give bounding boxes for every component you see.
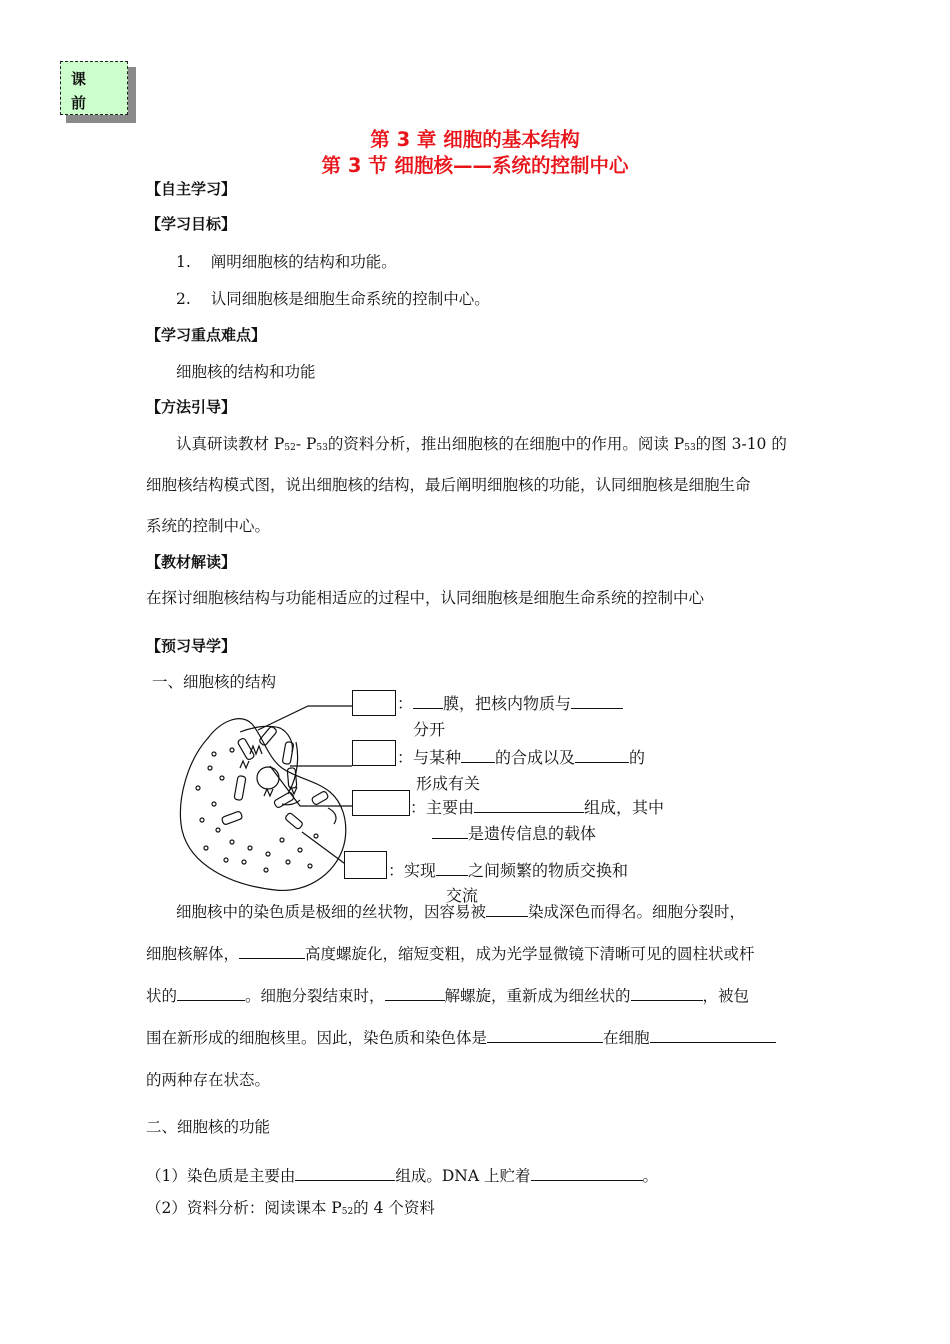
blank[interactable]: [487, 1028, 603, 1043]
diagram-label-4b: 交流: [446, 886, 479, 905]
function-text: （1）染色质是主要由: [146, 1167, 296, 1185]
chromatin-line-1: [176, 900, 745, 922]
function-text: （2）资料分析：阅读课本 P: [146, 1199, 342, 1217]
para-text: 围在新形成的细胞核里。因此，染色质和染色体是: [146, 1029, 488, 1047]
diagram-label-3: [410, 795, 664, 818]
para-text: 。细胞分裂结束时，: [245, 987, 385, 1005]
para-text: 状的: [146, 987, 178, 1005]
label-box-1[interactable]: [352, 690, 396, 716]
part2-heading: 二、细胞核的功能: [146, 1118, 271, 1136]
diagram-label-4: [388, 858, 628, 881]
chromatin-line-2: [146, 942, 755, 964]
goal-text: 认同细胞核是细胞生命系统的控制中心。: [210, 290, 490, 308]
para-text: 在细胞: [603, 1029, 650, 1047]
goal-text: 阐明细胞核的结构和功能。: [210, 253, 397, 271]
blank[interactable]: [432, 824, 468, 839]
key-points-text: 细胞核的结构和功能: [176, 363, 316, 381]
blank[interactable]: [631, 986, 703, 1001]
function-text: 。: [642, 1167, 659, 1185]
diagram-label-1: [397, 691, 623, 714]
textbook-text: 在探讨细胞核结构与功能相适应的过程中，认同细胞核是细胞生命系统的控制中心: [146, 589, 705, 607]
pre-class-tag: [60, 61, 128, 115]
page-subscript: 53: [316, 443, 328, 453]
function-item-1: [146, 1164, 658, 1186]
diagram-text: 组成，其中: [584, 798, 665, 817]
method-heading: 【方法引导】: [146, 398, 237, 416]
method-text: 认真研读教材 P: [176, 435, 285, 453]
method-line-3: 系统的控制中心。: [146, 517, 271, 535]
blank[interactable]: [436, 861, 468, 876]
method-text: 的资料分析，推出细胞核的在细胞中的作用。阅读 P: [327, 435, 685, 453]
diagram-label-1b: 分开: [413, 720, 446, 739]
function-item-2: [146, 1196, 435, 1218]
blank[interactable]: [461, 748, 495, 763]
blank[interactable]: [385, 986, 445, 1001]
blank[interactable]: [531, 1166, 643, 1181]
part1-heading: 一、细胞核的结构: [152, 673, 277, 691]
chromatin-line-3: [146, 984, 749, 1006]
leader-line-4: [302, 832, 348, 866]
leader-line-3: [270, 766, 356, 806]
para-text: 染成深色而得名。细胞分裂时，: [528, 903, 746, 921]
function-text: 的 4 个资料: [353, 1199, 435, 1217]
tag-char-1: 课: [71, 70, 87, 88]
label-box-3[interactable]: [352, 790, 410, 816]
blank[interactable]: [413, 694, 443, 709]
para-text: ，被包: [702, 987, 750, 1005]
tag-char-2: 前: [71, 94, 87, 112]
blank[interactable]: [177, 986, 245, 1001]
diagram-label-3b: [432, 821, 596, 844]
label-box-4[interactable]: [344, 851, 387, 879]
section-title: 第 3 节 细胞核——系统的控制中心: [321, 154, 629, 177]
page-subscript: 52: [341, 1207, 354, 1217]
blank[interactable]: [295, 1166, 395, 1181]
blank[interactable]: [650, 1028, 776, 1043]
nucleolus: [257, 767, 279, 789]
diagram-text: ：: [397, 694, 414, 713]
key-points-heading: 【学习重点难点】: [146, 326, 267, 344]
para-text: 解螺旋，重新成为细丝状的: [444, 987, 631, 1005]
label-box-2[interactable]: [352, 740, 396, 766]
goals-heading: 【学习目标】: [146, 215, 237, 233]
diagram-text: ：与某种: [397, 748, 462, 767]
method-text: - P: [295, 435, 317, 453]
chromatin-line-4: [146, 1026, 776, 1048]
function-text: 组成。DNA 上贮着: [395, 1167, 531, 1185]
blank[interactable]: [575, 748, 629, 763]
chromatin-line-5: 的两种存在状态。: [146, 1071, 271, 1089]
para-text: 高度螺旋化，缩短变粗，成为光学显微镜下清晰可见的圆柱状或杆: [305, 945, 755, 963]
diagram-text: ：实现: [388, 861, 437, 880]
goal-item-2: [176, 287, 490, 309]
page-subscript: 52: [284, 443, 296, 453]
diagram-label-2: [397, 745, 645, 768]
chapter-title: 第 3 章 细胞的基本结构: [370, 128, 580, 151]
diagram-text: 之间频繁的物质交换和: [468, 861, 629, 880]
textbook-heading: 【教材解读】: [146, 553, 237, 571]
blank[interactable]: [486, 902, 528, 917]
diagram-text: 膜，把核内物质与: [443, 694, 572, 713]
preview-heading: 【预习导学】: [146, 637, 237, 655]
diagram-text: 是遗传信息的载体: [468, 824, 597, 843]
goal-num: 1.: [176, 253, 191, 271]
para-text: 细胞核解体，: [146, 945, 240, 963]
method-text: 的图 3-10 的: [695, 435, 787, 453]
blank[interactable]: [474, 798, 584, 813]
method-line-1: [176, 432, 787, 454]
goal-num: 2.: [176, 290, 191, 308]
para-text: 细胞核中的染色质是极细的丝状物，因容易被: [176, 903, 487, 921]
diagram-text: 的合成以及: [495, 748, 576, 767]
diagram-text: 的: [629, 748, 646, 767]
blank[interactable]: [239, 944, 305, 959]
method-line-2: 细胞核结构模式图，说出细胞核的结构，最后阐明细胞核的功能，认同细胞核是细胞生命: [146, 476, 751, 494]
diagram-label-2b: 形成有关: [416, 774, 481, 793]
diagram-text: ：主要由: [410, 798, 475, 817]
blank[interactable]: [571, 694, 623, 709]
page-subscript: 53: [684, 443, 696, 453]
goal-item-1: [176, 250, 397, 272]
self-study-heading: 【自主学习】: [146, 180, 237, 198]
